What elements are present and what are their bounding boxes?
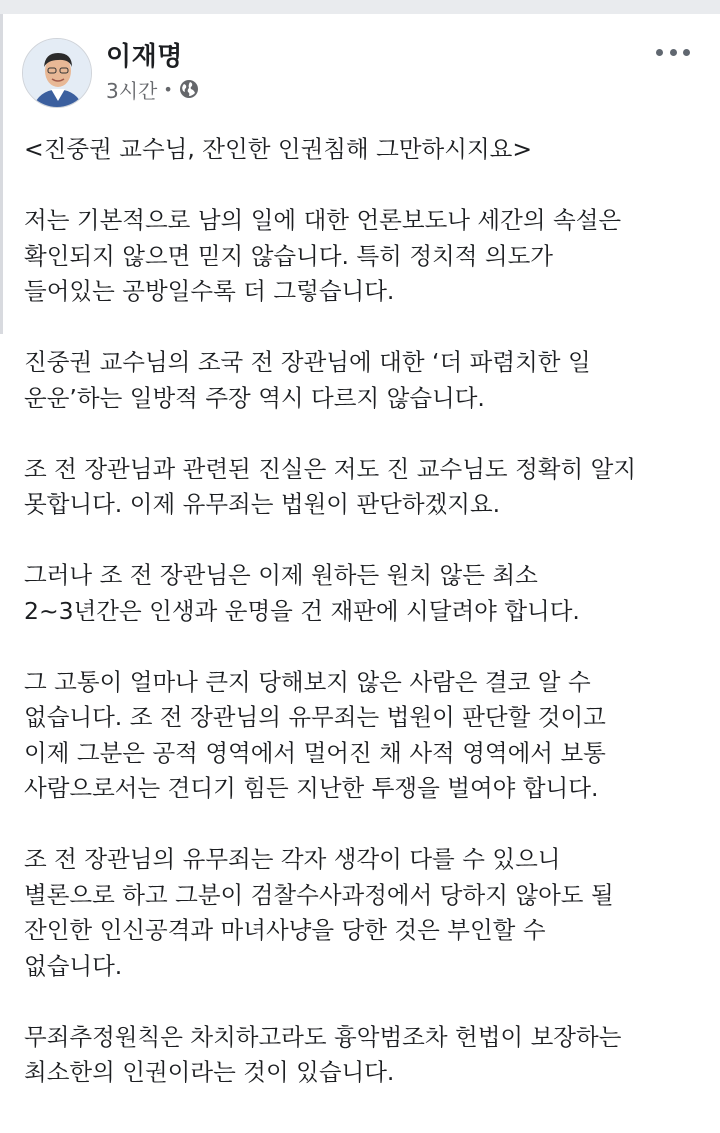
post-paragraph: 조 전 장관님과 관련된 진실은 저도 진 교수님도 정확히 알지 못합니다. 이제 유무죄는 법원이 판단하겠지요.: [24, 454, 637, 518]
post-meta: [106, 76, 199, 102]
post-title-line: <진중권 교수님, 잔인한 인권침해 그만하시지요>: [24, 135, 533, 163]
more-dot: [656, 49, 663, 56]
post-paragraph: 저는 기본적으로 남의 일에 대한 언론보도나 세간의 속설은 확인되지 않으면 믿지 않습니다. 특히 정치적 의도가 들어있는 공방일수록 더 그렇습니다.: [24, 206, 622, 305]
author-avatar[interactable]: [22, 38, 92, 108]
post-paragraph: 그러나 조 전 장관님은 이제 원하든 원치 않든 최소 2~3년간은 인생과 운명을 건 재판에 시달려야 합니다.: [24, 561, 580, 625]
facebook-post: [0, 14, 720, 1133]
author-name[interactable]: 이재명: [106, 42, 183, 72]
post-paragraph: 진중권 교수님의 조국 전 장관님에 대한 ‘더 파렴치한 일 운운’하는 일방적 주장 역시 다르지 않습니다.: [24, 348, 591, 412]
post-timestamp[interactable]: 3시간: [106, 78, 158, 103]
more-dot: [670, 49, 677, 56]
scroll-indicator[interactable]: [0, 14, 3, 334]
more-options-icon[interactable]: [656, 42, 690, 62]
more-dot: [683, 49, 690, 56]
post-header: [0, 14, 720, 114]
top-divider-strip: [0, 0, 720, 14]
meta-separator: •: [163, 79, 173, 99]
globe-icon[interactable]: [179, 79, 199, 99]
post-paragraph: 그 고통이 얼마나 큰지 당해보지 않은 사람은 결코 알 수 없습니다. 조 전 장관님의 유무죄는 법원이 판단할 것이고 이제 그분은 공적 영역에서 멀어진 채 사적 영역에서 보통 사람으로서는 견디기 힘든 지난한 투쟁을 벌여야 합니다.: [24, 667, 606, 802]
post-paragraph: 조 전 장관님의 유무죄는 각자 생각이 다를 수 있으니 별론으로 하고 그분이 검찰수사과정에서 당하지 않아도 될 잔인한 인신공격과 마녀사냥을 당한 것은 부인할 수 없습니다.: [24, 845, 614, 980]
avatar-portrait-icon: [23, 39, 92, 108]
post-paragraph: 무죄추정원칙은 차치하고라도 흉악범조차 헌법이 보장하는 최소한의 인권이라는 것이 있습니다.: [24, 1022, 622, 1086]
post-body: [24, 132, 704, 1126]
